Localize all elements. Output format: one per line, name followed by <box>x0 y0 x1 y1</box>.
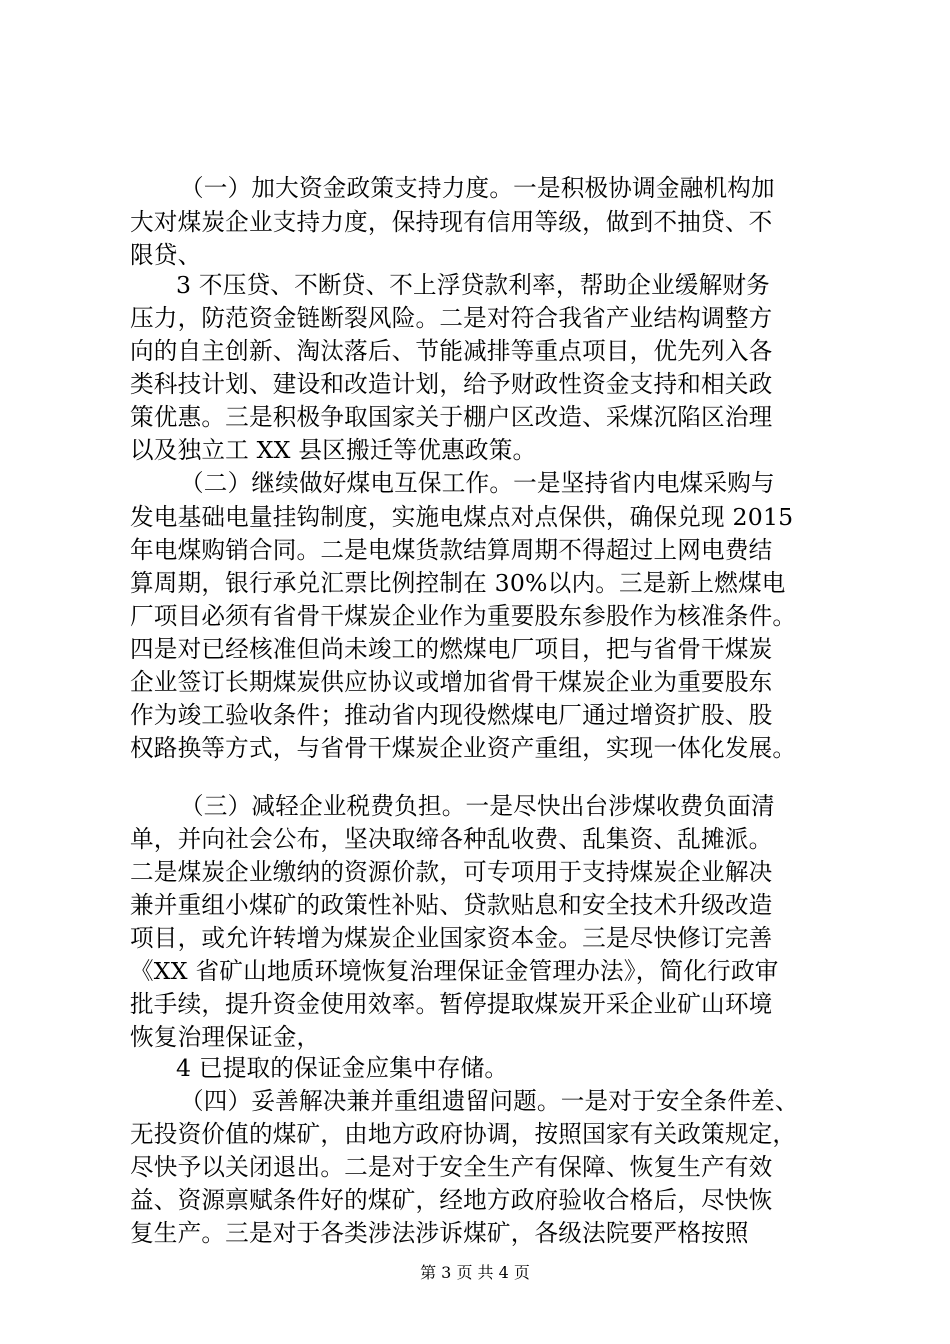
text-line: 年电煤购销合同。二是电煤货款结算周期不得超过上网电费结 <box>130 536 773 564</box>
text-line: 兼并重组小煤矿的政策性补贴、贷款贴息和安全技术升级改造 <box>130 891 773 919</box>
text-line: （一）加大资金政策支持力度。一是积极协调金融机构加 <box>180 174 775 202</box>
text-line: 无投资价值的煤矿，由地方政府协调，按照国家有关政策规定， <box>130 1120 797 1148</box>
text-line: 权路换等方式，与省骨干煤炭企业资产重组，实现一体化发展。 <box>130 734 797 762</box>
text-line: （二）继续做好煤电互保工作。一是坚持省内电煤采购与 <box>180 469 775 497</box>
text-line: 企业签订长期煤炭供应协议或增加省骨干煤炭企业为重要股东 <box>130 668 773 696</box>
text-line: 《XX 省矿山地质环境恢复治理保证金管理办法》，简化行政审 <box>130 957 779 985</box>
text-line: 批手续，提升资金使用效率。暂停提取煤炭开采企业矿山环境 <box>130 990 773 1018</box>
text-line: 四是对已经核准但尚未竣工的燃煤电厂项目，把与省骨干煤炭 <box>130 635 773 663</box>
text-line: 二是煤炭企业缴纳的资源价款，可专项用于支持煤炭企业解决 <box>130 858 773 886</box>
text-line: 复生产。三是对于各类涉法涉诉煤矿，各级法院要严格按照 <box>130 1219 749 1247</box>
text-line: 恢复治理保证金， <box>130 1023 321 1051</box>
text-line: 单，并向社会公布，坚决取缔各种乱收费、乱集资、乱摊派。 <box>130 825 773 853</box>
text-line: 策优惠。三是积极争取国家关于棚户区改造、采煤沉陷区治理 <box>130 403 773 431</box>
text-line: 尽快予以关闭退出。二是对于安全生产有保障、恢复生产有效 <box>130 1153 773 1181</box>
text-line: 限贷、 <box>130 241 202 269</box>
text-line: 类科技计划、建设和改造计划，给予财政性资金支持和相关政 <box>130 370 773 398</box>
text-line: 以及独立工 XX 县区搬迁等优惠政策。 <box>130 436 537 464</box>
text-line: 益、资源禀赋条件好的煤矿，经地方政府验收合格后，尽快恢 <box>130 1186 773 1214</box>
text-line: 4 已提取的保证金应集中存储。 <box>176 1054 509 1082</box>
text-line: 项目，或允许转增为煤炭企业国家资本金。三是尽快修订完善 <box>130 924 773 952</box>
text-line: 压力，防范资金链断裂风险。二是对符合我省产业结构调整方 <box>130 304 773 332</box>
text-line: 向的自主创新、淘汰落后、节能减排等重点项目，优先列入各 <box>130 337 773 365</box>
text-line: （四）妥善解决兼并重组遗留问题。一是对于安全条件差、 <box>180 1087 799 1115</box>
page-number-footer: 第 3 页 共 4 页 <box>420 1263 530 1282</box>
text-line: 厂项目必须有省骨干煤炭企业作为重要股东参股作为核准条件。 <box>130 602 797 630</box>
text-line: （三）减轻企业税费负担。一是尽快出台涉煤收费负面清 <box>180 792 775 820</box>
text-line: 发电基础电量挂钩制度，实施电煤点对点保供，确保兑现 2015 <box>130 503 794 531</box>
text-line: 3 不压贷、不断贷、不上浮贷款利率，帮助企业缓解财务 <box>176 271 770 299</box>
text-line: 大对煤炭企业支持力度，保持现有信用等级，做到不抽贷、不 <box>130 208 773 236</box>
text-line: 作为竣工验收条件；推动省内现役燃煤电厂通过增资扩股、股 <box>130 701 773 729</box>
text-line: 算周期，银行承兑汇票比例控制在 30%以内。三是新上燃煤电 <box>130 569 786 597</box>
